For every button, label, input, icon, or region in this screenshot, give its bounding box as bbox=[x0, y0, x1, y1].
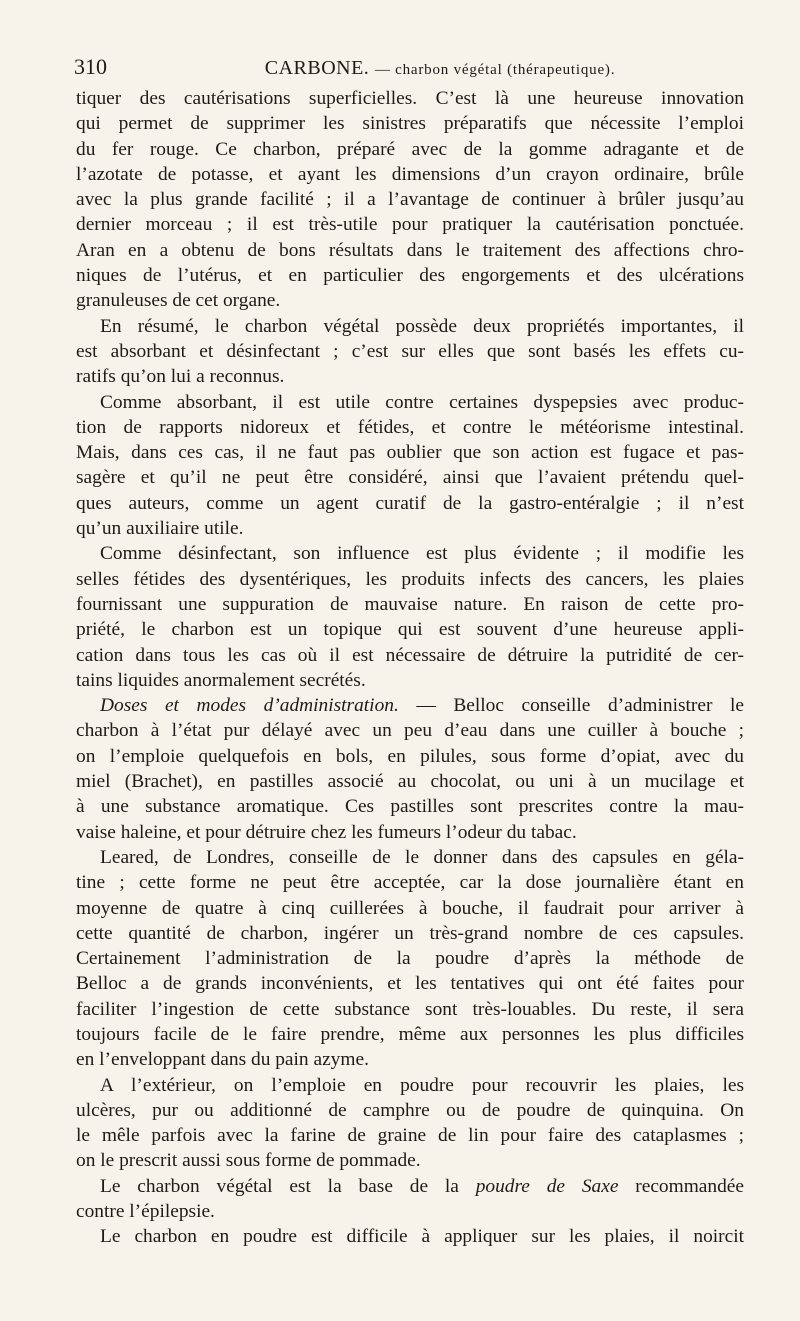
text-line bbox=[76, 946, 744, 971]
text-line bbox=[76, 314, 744, 339]
text-segment: qui permet de supprimer les sinistres préparatifs que nécessite l’emploi bbox=[76, 113, 744, 135]
text-segment: Belloc a de grands inconvénients, et les tentatives qui ont été faites pour bbox=[76, 973, 744, 995]
text-line bbox=[76, 238, 744, 263]
text-line bbox=[76, 86, 744, 111]
text-segment: A l’extérieur, on l’emploie en poudre pour recouvrir les plaies, les bbox=[100, 1074, 744, 1096]
text-line bbox=[76, 187, 744, 212]
text-line bbox=[76, 1098, 744, 1123]
text-line bbox=[76, 1022, 744, 1047]
text-line bbox=[76, 794, 744, 819]
text-segment: moyenne de quatre à cinq cuillerées à bouche, il faudrait pour arriver à bbox=[76, 897, 744, 919]
text-line bbox=[76, 541, 744, 566]
italic-phrase: Doses et modes d’administration. bbox=[100, 695, 417, 717]
text-line bbox=[76, 1174, 744, 1199]
text-segment: tains liquides anormalement secrétés. bbox=[76, 669, 366, 691]
text-segment: niques de l’utérus, et en particulier des engorgements et des ulcérations bbox=[76, 265, 744, 287]
text-segment: Le charbon en poudre est difficile à appliquer sur les plaies, il noircit bbox=[100, 1226, 744, 1248]
text-line bbox=[76, 263, 744, 288]
text-segment: charbon à l’état pur délayé avec un peu d’eau dans une cuiller à bouche ; bbox=[76, 720, 744, 742]
text-line bbox=[76, 1148, 744, 1173]
text-line bbox=[76, 415, 744, 440]
text-segment: à une substance aromatique. Ces pastilles sont prescrites contre la mau- bbox=[76, 796, 744, 818]
text-line bbox=[76, 1047, 744, 1072]
text-line bbox=[76, 769, 744, 794]
text-line bbox=[76, 567, 744, 592]
running-title-main: CARBONE. bbox=[264, 57, 370, 79]
text-segment: l’azotate de potasse, et ayant les dimensions d’un crayon ordinaire, brûle bbox=[76, 163, 744, 185]
text-segment: tine ; cette forme ne peut être acceptée, car la dose journalière étant en bbox=[76, 872, 744, 894]
text-segment: tion de rapports nidoreux et fétides, et contre le météorisme intestinal. bbox=[76, 416, 744, 438]
running-header bbox=[74, 54, 746, 86]
text-segment: on le prescrit aussi sous forme de pommade. bbox=[76, 1150, 421, 1172]
text-line bbox=[76, 971, 744, 996]
text-line bbox=[76, 162, 744, 187]
text-line bbox=[76, 592, 744, 617]
text-line bbox=[76, 845, 744, 870]
text-line bbox=[76, 390, 744, 415]
text-segment: — Belloc conseille d’administrer le bbox=[416, 695, 744, 717]
text-line bbox=[76, 288, 744, 313]
text-segment: cation dans tous les cas où il est nécessaire de détruire la putridité de cer- bbox=[76, 644, 744, 666]
text-line bbox=[76, 997, 744, 1022]
text-line bbox=[76, 491, 744, 516]
text-segment: En résumé, le charbon végétal possède deux propriétés importantes, il bbox=[100, 315, 744, 337]
body-text bbox=[76, 86, 744, 1250]
text-segment: miel (Brachet), en pastilles associé au chocolat, ou uni à un mucilage et bbox=[76, 771, 744, 793]
text-segment: vaise haleine, et pour détruire chez les fumeurs l’odeur du tabac. bbox=[76, 821, 577, 843]
text-segment: recommandée bbox=[635, 1175, 744, 1197]
text-segment: faciliter l’ingestion de cette substance sont très-louables. Du reste, il sera bbox=[76, 998, 744, 1020]
text-line bbox=[76, 1224, 744, 1249]
text-segment: priété, le charbon est un topique qui est souvent d’une heureuse appli- bbox=[76, 619, 744, 641]
text-segment: ques auteurs, comme un agent curatif de la gastro-entéralgie ; il n’est bbox=[76, 492, 744, 514]
text-line bbox=[76, 364, 744, 389]
text-segment: sagère et qu’il ne peut être considéré, ainsi que l’avaient prétendu quel- bbox=[76, 467, 744, 489]
text-segment: fournissant une suppuration de mauvaise nature. En raison de cette pro- bbox=[76, 593, 744, 615]
text-segment: granuleuses de cet organe. bbox=[76, 290, 281, 312]
text-segment: Aran en a obtenu de bons résultats dans le traitement des affections chro- bbox=[76, 239, 744, 261]
text-segment: selles fétides des dysentériques, les produits infects des cancers, les plaies bbox=[76, 568, 744, 590]
text-line bbox=[76, 820, 744, 845]
text-segment: contre l’épilepsie. bbox=[76, 1201, 215, 1223]
text-segment: tiquer des cautérisations superficielles. C’est là une heureuse innovation bbox=[76, 88, 744, 109]
text-line bbox=[76, 111, 744, 136]
text-line bbox=[76, 516, 744, 541]
text-segment: Leared, de Londres, conseille de le donner dans des capsules en géla- bbox=[100, 846, 744, 868]
text-segment: Comme absorbant, il est utile contre certaines dyspepsies avec produc- bbox=[100, 391, 744, 413]
text-segment: ulcères, pur ou additionné de camphre ou de poudre de quinquina. On bbox=[76, 1099, 744, 1121]
text-segment: Le charbon végétal est la base de la bbox=[100, 1175, 476, 1197]
text-line bbox=[76, 744, 744, 769]
text-line bbox=[76, 693, 744, 718]
text-segment: le mêle parfois avec la farine de graine de lin pour faire des cataplasmes ; bbox=[76, 1125, 744, 1147]
text-segment: Certainement l’administration de la poudre d’après la méthode de bbox=[76, 948, 744, 970]
text-line bbox=[76, 465, 744, 490]
running-title bbox=[134, 57, 746, 80]
text-segment: en l’enveloppant dans du pain azyme. bbox=[76, 1049, 369, 1071]
italic-phrase: poudre de Saxe bbox=[475, 1175, 636, 1197]
text-line bbox=[76, 870, 744, 895]
text-segment: cette quantité de charbon, ingérer un très-grand nombre de ces capsules. bbox=[76, 922, 744, 944]
text-segment: on l’emploie quelquefois en bols, en pilules, sous forme d’opiat, avec du bbox=[76, 745, 744, 767]
text-line bbox=[76, 1123, 744, 1148]
text-segment: dernier morceau ; il est très-utile pour pratiquer la cautérisation ponctuée. bbox=[76, 214, 744, 236]
text-line bbox=[76, 617, 744, 642]
text-line bbox=[76, 643, 744, 668]
text-segment: Mais, dans ces cas, il ne faut pas oublier que son action est fugace et pas- bbox=[76, 442, 744, 464]
text-segment: qu’un auxiliaire utile. bbox=[76, 518, 244, 540]
text-line bbox=[76, 339, 744, 364]
running-title-sub: — charbon végétal (thérapeutique). bbox=[374, 62, 616, 78]
text-segment: est absorbant et désinfectant ; c’est sur elles que sont basés les effets cu- bbox=[76, 340, 744, 362]
text-segment: du fer rouge. Ce charbon, préparé avec de la gomme adragante et de bbox=[76, 138, 744, 160]
text-segment: avec la plus grande facilité ; il a l’avantage de continuer à brûler jusqu’au bbox=[76, 189, 744, 211]
text-line bbox=[76, 212, 744, 237]
text-segment: Comme désinfectant, son influence est plus évidente ; il modifie les bbox=[100, 543, 744, 565]
text-line bbox=[76, 1199, 744, 1224]
text-line bbox=[76, 921, 744, 946]
page-number: 310 bbox=[74, 54, 107, 79]
text-line bbox=[76, 668, 744, 693]
text-segment: toujours facile de le faire prendre, même aux personnes les plus difficiles bbox=[76, 1023, 744, 1045]
text-line bbox=[76, 440, 744, 465]
text-segment: ratifs qu’on lui a reconnus. bbox=[76, 366, 285, 388]
text-line bbox=[76, 1073, 744, 1098]
text-line bbox=[76, 718, 744, 743]
text-line bbox=[76, 896, 744, 921]
text-line bbox=[76, 137, 744, 162]
